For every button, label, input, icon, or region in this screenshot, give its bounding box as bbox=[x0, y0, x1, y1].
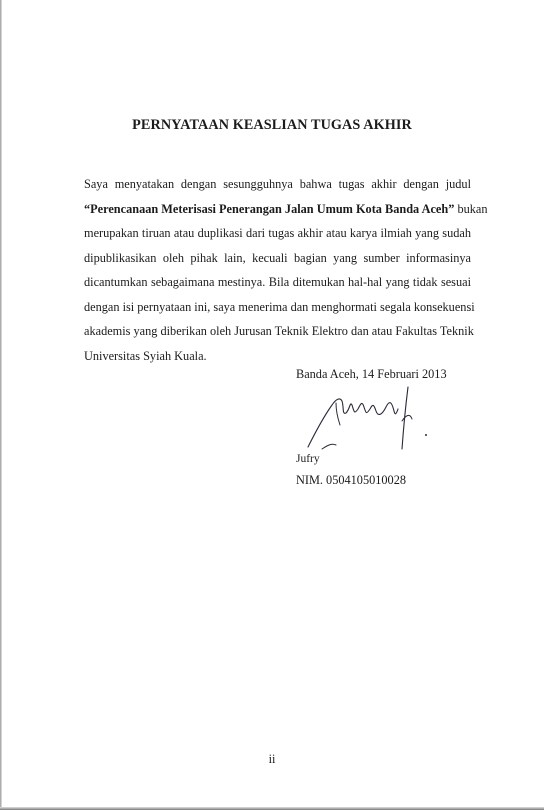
document-title: PERNYATAAN KEASLIAN TUGAS AKHIR bbox=[132, 117, 412, 133]
statement-line: Universitas Syiah Kuala. bbox=[84, 348, 207, 363]
statement-line: akademis yang diberikan oleh Jurusan Teknik Elektro dan atau Fakultas Teknik bbox=[84, 324, 474, 338]
handwritten-signature bbox=[306, 385, 446, 455]
thesis-title: “Perencanaan Meterisasi Penerangan Jalan Umum Kota Banda Aceh” bbox=[84, 201, 455, 216]
statement-line-tail: bukan bbox=[454, 201, 488, 216]
statement-line: dengan isi pernyataan ini, saya menerima dan menghormati segala konsekuensi bbox=[84, 299, 475, 314]
page-number: ii bbox=[268, 752, 276, 766]
statement-line: dipublikasikan oleh pihak lain, kecuali bagian yang sumber informasinya bbox=[84, 250, 471, 265]
place-and-date: Banda Aceh, 14 Februari 2013 bbox=[296, 367, 447, 381]
statement-line-with-title bbox=[84, 197, 488, 222]
statement-line: Saya menyatakan dengan sesungguhnya bahwa tugas akhir dengan judul bbox=[84, 177, 471, 191]
student-id-number: NIM. 0504105010028 bbox=[296, 473, 406, 487]
statement-line: merupakan tiruan atau duplikasi dari tugas akhir atau karya ilmiah yang sudah bbox=[84, 226, 471, 240]
statement-line: dicantumkan sebagaimana mestinya. Bila ditemukan hal-hal yang tidak sesuai bbox=[84, 275, 471, 289]
signer-name: Jufry bbox=[296, 453, 320, 465]
statement-paragraph bbox=[84, 172, 488, 368]
